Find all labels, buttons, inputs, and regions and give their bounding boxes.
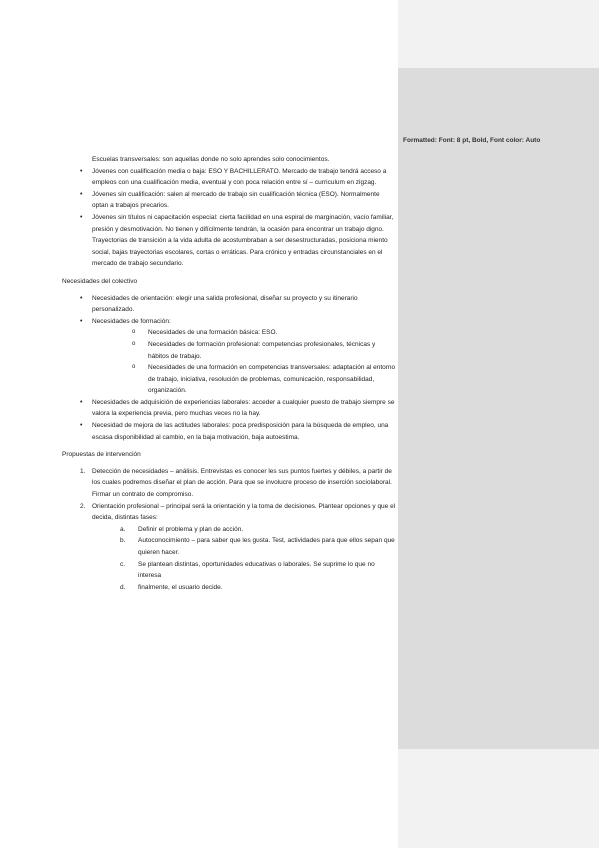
profile-bullet: • Jóvenes con cualificación media o baja: ESO Y BACHILLERATO. Mercado de trabajo tendrá acceso a empleos con una cualificación media, eventual y con poca relación entre sí – curriculum en zigzag.: [62, 166, 396, 189]
profile-bullet: • Jóvenes sin cualificación: salen al mercado de trabajo sin cualificación técnica (ESO). Normalmente optan a trabajos precarios.: [62, 189, 396, 212]
proposal-item: 1. Detección de necesidades – análisis. Entrevistas es conocer les sus puntos fuertes y débiles, a partir de los cuales podremos diseñar el plan de acción. Para que se involucre proceso de inserción sociolaboral. Firmar un contrato de compromiso.: [80, 467, 392, 499]
orientation-steps-list: [92, 524, 396, 594]
orientation-step: d. finalmente, el usuario decide.: [120, 583, 223, 591]
formatting-comment-label: Formatted: Font: 8 pt, Bold, Font color: Auto: [403, 137, 541, 144]
proposal-number: 2.: [80, 502, 86, 510]
needs-bullet: • Necesidades de formación: o Necesidades de una formación básica: ESO. o Necesidades de formación profesional: competencias profesionales, técnicas y hábitos de trabajo. o Necesidades de una formación en competencias transversales: adaptación al entorno de trabajo, iniciativa, resolución de problemas, comunicación, responsabilidad, organización.: [62, 316, 396, 397]
orientation-step: b. Autoconocimiento – para saber que les gusta. Test, actividades para que ellos sepan que quieren hacer.: [120, 537, 395, 556]
needs-bullet: • Necesidades de adquisición de experiencias laborales: acceder a cualquier puesto de trabajo siempre se valora la experiencia previa, pero muchas veces no la hay.: [62, 397, 396, 420]
training-needs-sublist: [92, 327, 396, 397]
proposal-item: 2. Orientación profesional – principal será la orientación y la toma de decisiones. Plantear opciones y que el decida, distintas fases: a. Definir el problema y plan de acción. b. Autoconocimiento – para saber que les gusta. Test, actividades para que ellos sepan que quieren hacer. c. Se plantean distintas, oportunidades educativas o laborales. Se suprime lo que no interesa d. finalmente, el usuario decide.: [62, 501, 396, 594]
proposal-number: 1.: [80, 467, 86, 475]
orientation-step: c. Se plantean distintas, oportunidades educativas o laborales. Se suprime lo que no interesa: [120, 560, 375, 580]
orientation-step: a. Definir el problema y plan de acción.: [120, 525, 244, 533]
profile-bullet-list: [62, 166, 396, 270]
profile-bullet: • Jóvenes sin títulos ni capacitación especial: cierta facilidad en una espiral de marginación, vacío familiar, presión y desmotivación. No tienen y difícilmente tendrán, la ocasión para encontrar un trabajo digno. Trayectorias de transición a la vida adulta de acostumbraban a ser desestructuradas, posiciona miento social, bajas trayectorias escolares, cortas o erráticas. Para crónico y entradas circunstanciales en el mercado de trabajo secundario.: [62, 212, 396, 270]
training-need-item: o Necesidades de una formación en competencias transversales: adaptación al entorno de trabajo, iniciativa, resolución de problemas, comunicación, responsabilidad, organización.: [123, 362, 396, 397]
needs-bullet: • Necesidades de orientación: elegir una salida profesional, diseñar su proyecto y su itinerario personalizado.: [62, 293, 396, 316]
section-heading-proposals: Propuestas de intervención: [62, 451, 141, 459]
document-body: [62, 154, 396, 593]
section-heading-needs: Necesidades del colectivo: [62, 277, 138, 285]
proposals-numbered-list: [62, 466, 396, 594]
training-need-item: o Necesidades de formación profesional: competencias profesionales, técnicas y hábitos de trabajo.: [123, 339, 396, 362]
formatting-comment-balloon[interactable]: [398, 68, 599, 749]
training-need-item: o Necesidades de una formación básica: ESO.: [123, 327, 396, 339]
intro-line: Escuelas transversales: son aquellas donde no solo aprendes solo conocimientos.: [92, 156, 330, 163]
needs-bullet: • Necesidad de mejora de las actitudes laborales: poca predisposición para la búsqueda de empleo, una escasa disponibilidad al cambio, en la baja motivación, baja autoestima.: [62, 420, 396, 443]
needs-bullet-list: [62, 293, 396, 444]
